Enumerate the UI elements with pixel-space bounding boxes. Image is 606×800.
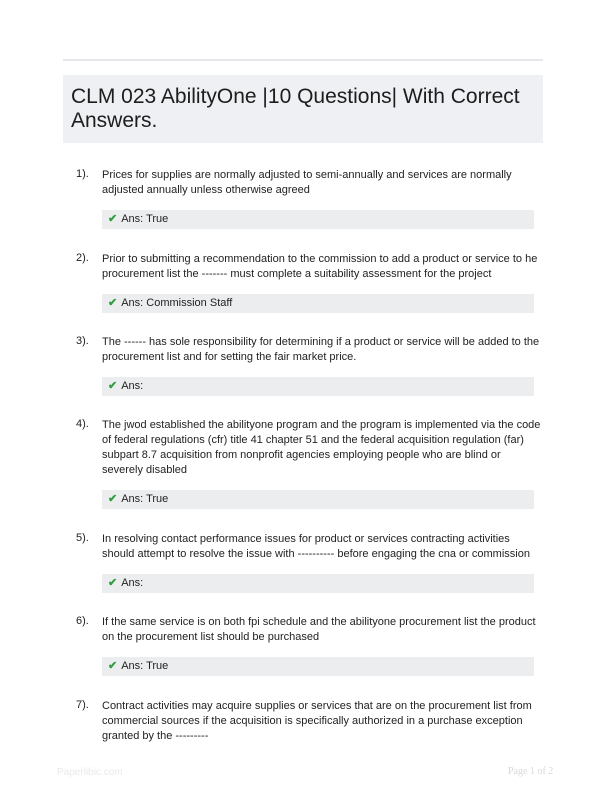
- question-text: The ------ has sole responsibility for determining if a product or service will be added to the procurement list and for setting the fair market price.: [102, 336, 540, 363]
- top-divider: [63, 59, 543, 61]
- answer-box: [102, 210, 534, 229]
- answer-box: [102, 294, 534, 313]
- page-title: CLM 023 AbilityOne |10 Questions| With Correct Answers.: [71, 85, 520, 132]
- question-item: [63, 615, 542, 676]
- question-item: [63, 335, 542, 396]
- question-number: 3).: [76, 335, 89, 347]
- checkmark-icon: ✔: [108, 297, 118, 309]
- answer-text: Ans: True: [121, 660, 169, 672]
- question-number: 5).: [76, 532, 89, 544]
- answer-text: Ans:: [121, 380, 144, 392]
- question-item: [63, 418, 542, 509]
- question-text: In resolving contact performance issues for product or services contracting activities should attempt to resolve the issue with ---------- before engaging the cna or commission: [102, 533, 530, 560]
- answer-text: Ans:: [121, 577, 144, 589]
- question-item: [63, 699, 542, 744]
- question-number: 4).: [76, 418, 89, 430]
- answer-text: Ans: Commission Staff: [121, 297, 233, 309]
- answer-box: [102, 657, 534, 676]
- question-item: [63, 532, 542, 593]
- question-text: The jwod established the abilityone program and the program is implemented via the code of federal regulations (cfr) title 41 chapter 51 and the federal acquisition regulation (far) subpart 8.7 acquisition from nonprofit agencies employing people who are blind or severely disabled: [102, 419, 541, 476]
- question-number: 6).: [76, 615, 89, 627]
- footer-page-number: Page 1 of 2: [508, 766, 554, 777]
- answer-box: [102, 574, 534, 593]
- title-box: [63, 75, 543, 143]
- checkmark-icon: ✔: [108, 213, 118, 225]
- question-number: 1).: [76, 168, 89, 180]
- answer-box: [102, 377, 534, 396]
- answer-text: Ans: True: [121, 493, 169, 505]
- question-number: 7).: [76, 699, 89, 711]
- footer-site: Paperlibic.com: [57, 767, 123, 778]
- answer-text: Ans: True: [121, 213, 169, 225]
- question-text: Prices for supplies are normally adjusted to semi-annually and services are normally adjusted annually unless otherwise agreed: [102, 169, 512, 196]
- question-item: [63, 252, 542, 313]
- question-text: If the same service is on both fpi schedule and the abilityone procurement list the product on the procurement list should be purchased: [102, 616, 536, 643]
- answer-box: [102, 490, 534, 509]
- checkmark-icon: ✔: [108, 493, 118, 505]
- checkmark-icon: ✔: [108, 380, 118, 392]
- question-text: Prior to submitting a recommendation to the commission to add a product or service to he procurement list the ------- must complete a suitability assessment for the project: [102, 253, 538, 280]
- question-text: Contract activities may acquire supplies or services that are on the procurement list from commercial sources if the acquisition is specifically authorized in a purchase exception granted by the ---------: [102, 700, 532, 742]
- checkmark-icon: ✔: [108, 660, 118, 672]
- checkmark-icon: ✔: [108, 577, 118, 589]
- question-item: [63, 168, 542, 229]
- question-number: 2).: [76, 252, 89, 264]
